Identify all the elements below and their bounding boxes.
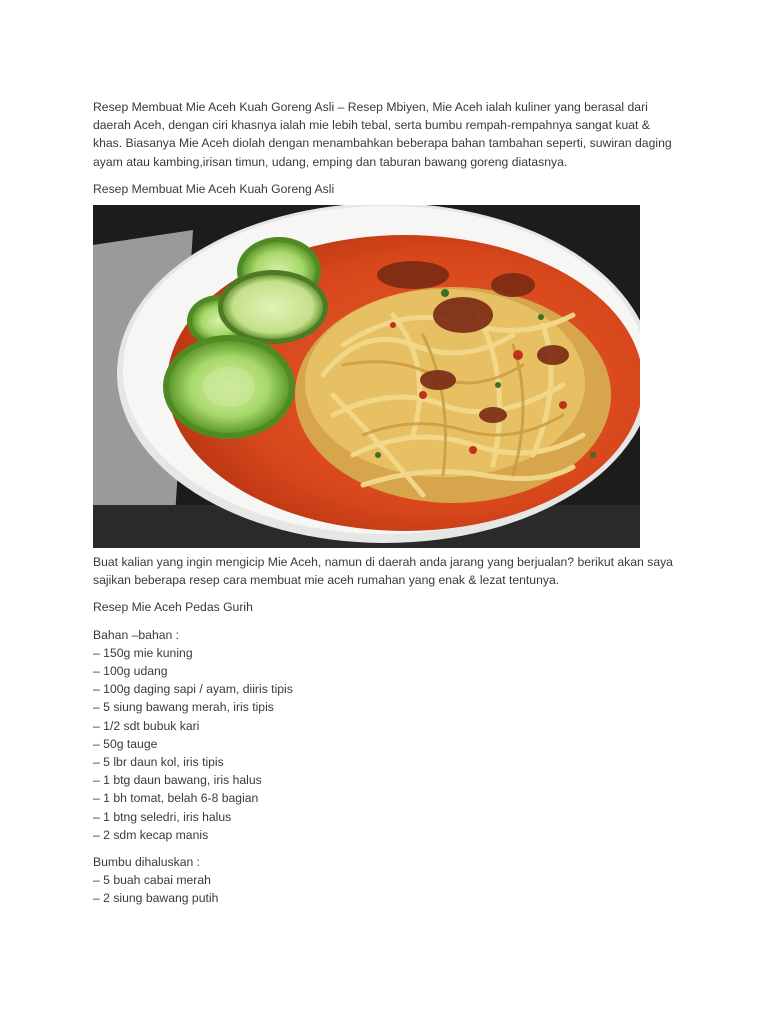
list-item: – 100g daging sapi / ayam, diiris tipis [93, 682, 293, 697]
recipe-subheading: Resep Mie Aceh Pedas Gurih [93, 600, 253, 615]
intro-paragraph: Resep Membuat Mie Aceh Kuah Goreng Asli – Resep Mbiyen, Mie Aceh ialah kuliner yang berasal dari daerah Aceh, dengan ciri khasnya ialah mie lebih tebal, serta bumbu rempah-rempahnya sangat kuat & khas. Biasanya Mie Aceh diolah dengan menambahkan beberapa bahan tambahan seperti, suwiran daging ayam atau kambing,irisan timun, udang, emping dan taburan bawang goreng diatasnya. [93, 100, 672, 169]
list-item: – 1 bh tomat, belah 6-8 bagian [93, 791, 259, 806]
image-caption: Resep Membuat Mie Aceh Kuah Goreng Asli [93, 181, 335, 196]
article [93, 98, 673, 917]
cucumber-slice [163, 335, 295, 439]
mie-aceh-photo [93, 205, 640, 548]
bumbu-title: Bumbu dihaluskan : [93, 855, 201, 870]
list-item: – 5 siung bawang merah, iris tipis [93, 700, 274, 715]
bahan-title: Bahan –bahan : [93, 627, 180, 642]
list-item: – 1 btg daun bawang, iris halus [93, 773, 262, 788]
list-item: – 1 btng seledri, iris halus [93, 809, 232, 824]
list-item: – 1/2 sdt bubuk kari [93, 718, 200, 733]
list-item: – 5 lbr daun kol, iris tipis [93, 755, 224, 770]
list-item: – 100g udang [93, 664, 168, 679]
list-item: – 2 siung bawang putih [93, 891, 219, 906]
bahan-list [93, 644, 673, 844]
lime-slice [218, 270, 328, 344]
list-item: – 5 buah cabai merah [93, 873, 211, 888]
list-item: – 150g mie kuning [93, 645, 193, 660]
list-item: – 50g tauge [93, 736, 158, 751]
bumbu-list [93, 871, 673, 907]
paragraph-two: Buat kalian yang ingin mengicip Mie Aceh, namun di daerah anda jarang yang berjualan? berikut akan saya sajikan beberapa resep cara membuat mie aceh rumahan yang enak & lezat tentunya. [93, 555, 673, 588]
list-item: – 2 sdm kecap manis [93, 827, 209, 842]
